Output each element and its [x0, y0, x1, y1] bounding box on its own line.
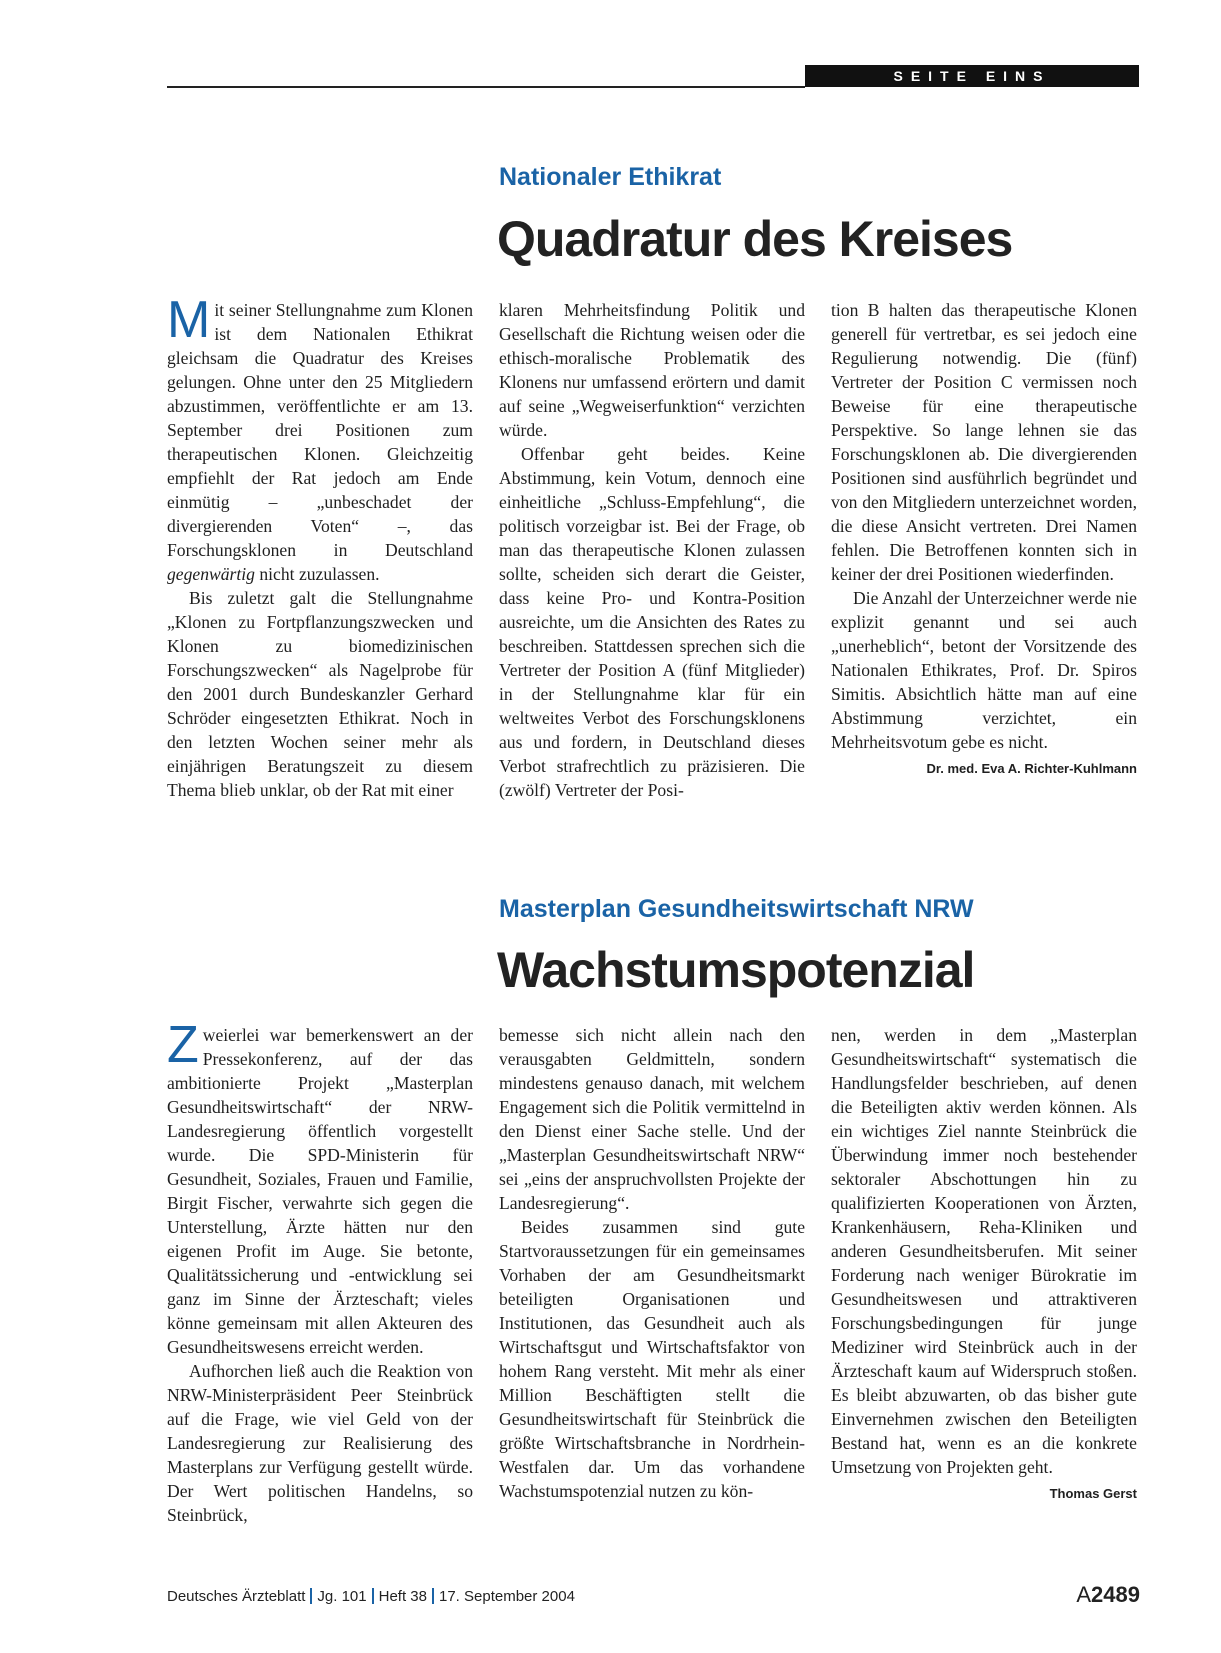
article1-headline: Quadratur des Kreises [497, 211, 1013, 267]
article1-paragraph: tion B halten das therapeutische Klonen generell für vertretbar, es sei jedoch eine Regulierung notwendig. Die (fünf) Vertreter der Position C vermissen noch Beweise für eine therapeutische Perspektive. So lange lehnen sie das Forschungsklonen ab. Die divergierenden Positionen sind ausführlich begründet und von den Mitgliedern unterzeichnet worden, die diese Ansicht vertreten. Drei Namen fehlen. Die Betroffenen konnten sich in keiner der drei Positionen wiederfinden. [831, 300, 1137, 584]
page-number-value: 2489 [1091, 1582, 1140, 1607]
article2-paragraph [831, 1023, 1137, 1501]
article1-column-2 [499, 298, 805, 802]
journal-volume: Jg. 101 [317, 1588, 367, 1605]
article1-text: nicht zuzulassen. [254, 564, 380, 584]
article2-column-3 [831, 1023, 1137, 1506]
article1-paragraph: Offenbar geht beides. Keine Abstimmung, kein Votum, dennoch eine einheitliche „Schluss-Empfehlung“, die politisch vorzeigbar ist. Bei der Frage, ob man das therapeutische Klonen zulassen sollte, scheiden sich derart die Geister, dass keine Pro- und Kontra-Position ausreichte, um die Ansichten des Rates zu beschreiben. Stattdessen sprechen sich die Vertreter der Position A (fünf Mitglieder) in der Stellungnahme klar für ein weltweites Verbot des Forschungsklonens aus und fordern, in Deutschland dieses Verbot strafrechtlich zu präzisieren. Die (zwölf) Vertreter der Posi- [499, 444, 805, 800]
article1-column-1 [167, 291, 473, 802]
article2-paragraph: Beides zusammen sind gute Startvoraussetzungen für ein gemeinsames Vorhaben der am Gesundheitsmarkt beteiligten Organisationen und Institutionen, das Gesundheit auch als Wirtschaftsgut und Wirtschaftsfaktor von hohem Rang versteht. Mit mehr als einer Million Beschäftigten stellt die Gesundheitswirtschaft für Steinbrück die größte Wirtschaftsbranche in Nordrhein-Westfalen dar. Um das vorhandene Wachstumspotenzial nutzen zu kön- [499, 1217, 805, 1501]
journal-issue: Heft 38 [378, 1588, 427, 1605]
footer-separator [310, 1588, 312, 1604]
article1-paragraph [167, 291, 473, 586]
article1-paragraph: klaren Mehrheitsfindung Politik und Gesellschaft die Richtung weisen oder die ethisch-moralische Problematik des Klonens nur umfassend erörtern und damit auf seine „Wegweiserfunktion“ verzichten würde. [499, 300, 805, 440]
article2-column-2 [499, 1023, 805, 1503]
article2-author: Thomas Gerst [1049, 1486, 1137, 1501]
article1-author: Dr. med. Eva A. Richter-Kuhlmann [926, 761, 1137, 776]
page-number [1076, 1582, 1140, 1608]
article2-paragraph [167, 1016, 473, 1359]
article2-paragraph: Aufhorchen ließ auch die Reaktion von NRW-Ministerpräsident Peer Steinbrück auf die Frage, wie viel Geld von der Landesregierung zur Realisierung des Masterplans zur Verfügung gestellt würde. Der Wert politischen Handelns, so Steinbrück, [167, 1361, 473, 1525]
article1-italic-text: gegenwärtig [167, 564, 255, 584]
article1-paragraph [831, 586, 1137, 776]
article1-paragraph: Bis zuletzt galt die Stellungnahme „Klonen zu Fortpflanzungszwecken und Klonen zu biomedizinischen Forschungszwecken“ als Nagelprobe für den 2001 durch Bundeskanzler Gerhard Schröder eingesetzten Ethikrat. Noch in den letzten Wochen seiner mehr als einjährigen Beratungszeit zu diesem Thema blieb unklar, ob der Rat mit einer [167, 588, 473, 800]
footer-citation [167, 1588, 575, 1605]
article1-kicker: Nationaler Ethikrat [499, 163, 722, 191]
article1-text: Die Anzahl der Unterzeichner werde nie explizit genannt und sei auch „unerheblich“, betont der Vorsitzende des Nationalen Ethikrates, Prof. Dr. Spiros Simitis. Absichtlich hätte man auf eine Abstimmung verzichtet, ein Mehrheitsvotum gebe es nicht. [831, 588, 1137, 752]
article2-text: nen, werden in dem „Masterplan Gesundheitswirtschaft“ systematisch die Handlungsfelder beschrieben, auf denen die Beteiligten aktiv werden können. Als ein wichtiges Ziel nannte Steinbrück die Überwindung immer noch bestehender sektoraler Abschottungen hin zu qualifizierten Kooperationen von Ärzten, Krankenhäusern, Reha-Kliniken und anderen Gesundheitsberufen. Mit seiner Forderung nach weniger Bürokratie im Gesundheitswesen und attraktiveren Forschungsbedingungen für junge Mediziner wird Steinbrück auch in der Ärzteschaft kaum auf Widerspruch stoßen. Es bleibt abzuwarten, ob das bisher gute Einvernehmen zwischen den Beteiligten Bestand hat, wenn es an die konkrete Umsetzung von Projekten geht. [831, 1025, 1137, 1477]
article1-dropcap: M [167, 291, 211, 349]
header-rule [167, 86, 805, 88]
journal-name: Deutsches Ärzteblatt [167, 1588, 306, 1605]
section-label: SEITE EINS [805, 65, 1139, 87]
article2-text: weierlei war bemerkenswert an der Pressekonferenz, auf der das ambitionierte Projekt „Masterplan Gesundheitswirtschaft“ der NRW-Landesregierung öffentlich vorgestellt wurde. Die SPD-Ministerin für Gesundheit, Soziales, Frauen und Familie, Birgit Fischer, verwahrte sich gegen die Unterstellung, Ärzte hätten nur den eigenen Profit im Auge. Sie betonte, Qualitätssicherung und -entwicklung sei ganz im Sinne der Ärzteschaft; vieles könne gemeinsam mit allen Akteuren des Gesundheitswesens erreicht werden. [167, 1025, 473, 1357]
article2-dropcap: Z [167, 1016, 199, 1074]
article1-column-3 [831, 298, 1137, 781]
page-prefix: A [1076, 1582, 1092, 1607]
journal-date: 17. September 2004 [439, 1588, 575, 1605]
article2-headline: Wachstumspotenzial [497, 942, 975, 998]
article2-kicker: Masterplan Gesundheitswirtschaft NRW [499, 895, 974, 923]
footer-separator [432, 1588, 434, 1604]
footer-separator [372, 1588, 374, 1604]
article2-column-1 [167, 1016, 473, 1527]
article2-paragraph: bemesse sich nicht allein nach den verausgabten Geldmitteln, sondern mindestens genauso danach, mit welchem Engagement sich die Politik vermittelnd in den Dienst einer Sache stelle. Und der „Masterplan Gesundheitswirtschaft NRW“ sei „eins der anspruchvollsten Projekte der Landesregierung“. [499, 1025, 805, 1213]
article1-text: it seiner Stellungnahme zum Klonen ist dem Nationalen Ethikrat gleichsam die Quadratur des Kreises gelungen. Ohne unter den 25 Mitgliedern abzustimmen, veröffentlichte er am 13. September drei Positionen zum therapeutischen Klonen. Gleichzeitig empfiehlt der Rat jedoch am Ende einmütig – „unbeschadet der divergierenden Voten“ –, das Forschungsklonen in Deutschland [167, 300, 473, 560]
